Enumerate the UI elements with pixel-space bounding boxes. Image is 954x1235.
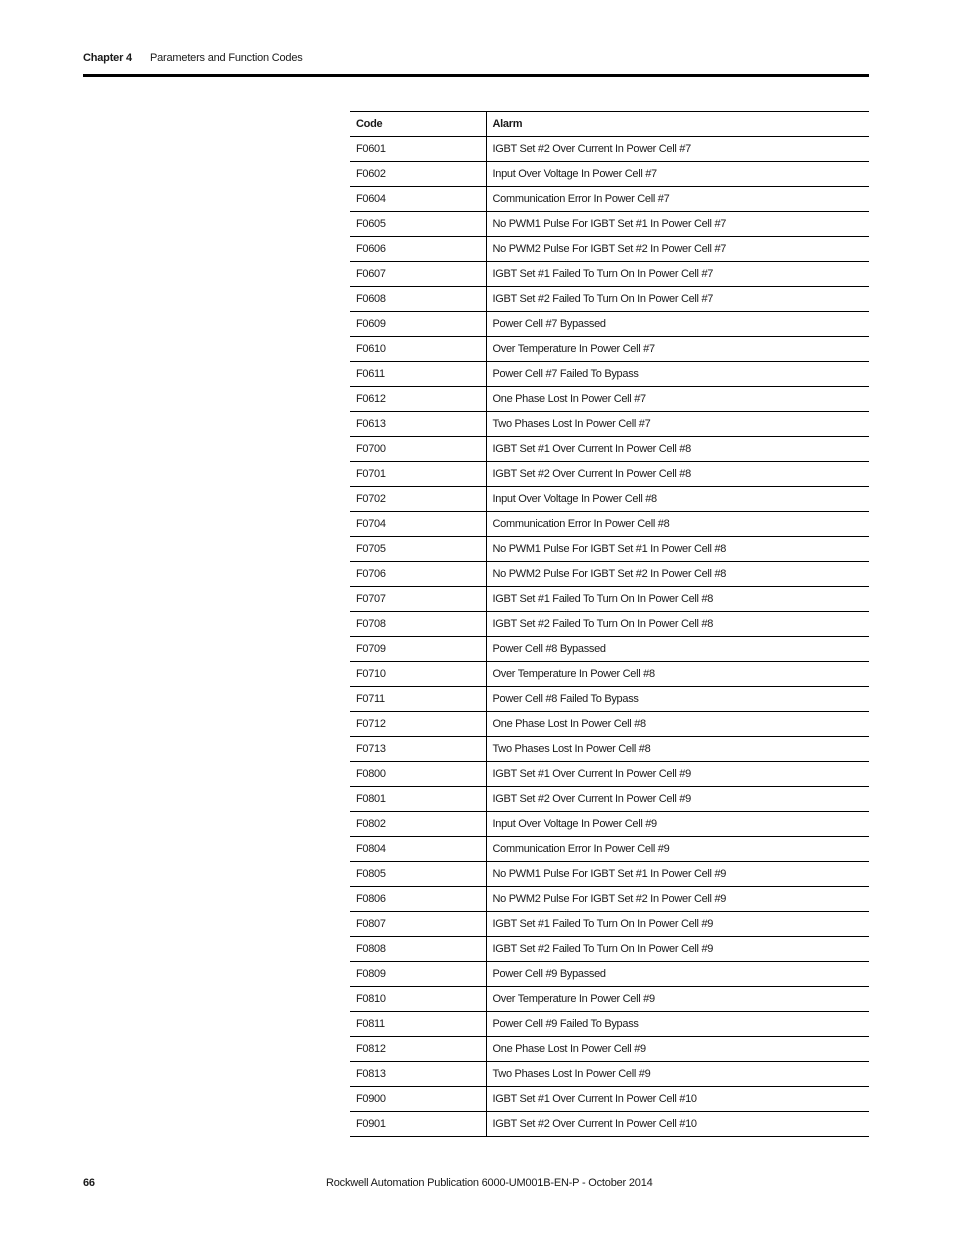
table-row [350, 962, 869, 987]
code-cell: F0612 [350, 387, 486, 412]
alarm-cell: No PWM2 Pulse For IGBT Set #2 In Power Cell #7 [486, 237, 869, 262]
table-row [350, 712, 869, 737]
alarm-cell: IGBT Set #1 Failed To Turn On In Power Cell #7 [486, 262, 869, 287]
table-row [350, 687, 869, 712]
alarm-cell: Two Phases Lost In Power Cell #9 [486, 1062, 869, 1087]
alarm-cell: IGBT Set #2 Over Current In Power Cell #10 [486, 1112, 869, 1137]
alarm-cell: No PWM1 Pulse For IGBT Set #1 In Power Cell #7 [486, 212, 869, 237]
alarm-cell: Over Temperature In Power Cell #8 [486, 662, 869, 687]
table-row [350, 887, 869, 912]
code-cell: F0802 [350, 812, 486, 837]
table-row [350, 787, 869, 812]
alarm-cell: No PWM2 Pulse For IGBT Set #2 In Power Cell #8 [486, 562, 869, 587]
code-cell: F0702 [350, 487, 486, 512]
chapter-label: Chapter 4 [83, 52, 132, 64]
alarm-cell: IGBT Set #1 Failed To Turn On In Power Cell #9 [486, 912, 869, 937]
table-row [350, 137, 869, 162]
alarm-cell: Two Phases Lost In Power Cell #8 [486, 737, 869, 762]
code-cell: F0810 [350, 987, 486, 1012]
table-row [350, 862, 869, 887]
alarm-cell: Communication Error In Power Cell #8 [486, 512, 869, 537]
code-cell: F0601 [350, 137, 486, 162]
alarm-cell: No PWM1 Pulse For IGBT Set #1 In Power Cell #8 [486, 537, 869, 562]
table-row [350, 1012, 869, 1037]
table-header-row [350, 112, 869, 137]
code-cell: F0812 [350, 1037, 486, 1062]
chapter-title: Parameters and Function Codes [150, 52, 303, 64]
code-cell: F0607 [350, 262, 486, 287]
table-row [350, 662, 869, 687]
code-cell: F0602 [350, 162, 486, 187]
table-row [350, 412, 869, 437]
code-cell: F0808 [350, 937, 486, 962]
table-row [350, 987, 869, 1012]
alarm-cell: One Phase Lost In Power Cell #8 [486, 712, 869, 737]
code-cell: F0701 [350, 462, 486, 487]
page-number: 66 [83, 1177, 95, 1189]
table-row [350, 737, 869, 762]
table-row [350, 312, 869, 337]
table-row [350, 212, 869, 237]
code-cell: F0704 [350, 512, 486, 537]
alarm-cell: IGBT Set #2 Failed To Turn On In Power Cell #9 [486, 937, 869, 962]
code-cell: F0613 [350, 412, 486, 437]
code-cell: F0809 [350, 962, 486, 987]
alarm-cell: Input Over Voltage In Power Cell #7 [486, 162, 869, 187]
alarm-cell: Power Cell #9 Bypassed [486, 962, 869, 987]
code-cell: F0711 [350, 687, 486, 712]
alarm-cell: Two Phases Lost In Power Cell #7 [486, 412, 869, 437]
table-row [350, 912, 869, 937]
table-row [350, 587, 869, 612]
code-cell: F0611 [350, 362, 486, 387]
table-row [350, 1037, 869, 1062]
alarm-cell: Power Cell #7 Failed To Bypass [486, 362, 869, 387]
code-cell: F0610 [350, 337, 486, 362]
alarm-cell: Communication Error In Power Cell #7 [486, 187, 869, 212]
alarm-cell: No PWM1 Pulse For IGBT Set #1 In Power Cell #9 [486, 862, 869, 887]
table-row [350, 512, 869, 537]
page-header [83, 52, 869, 64]
alarm-cell: Communication Error In Power Cell #9 [486, 837, 869, 862]
code-cell: F0700 [350, 437, 486, 462]
code-cell: F0807 [350, 912, 486, 937]
table-row [350, 537, 869, 562]
code-cell: F0804 [350, 837, 486, 862]
code-cell: F0813 [350, 1062, 486, 1087]
alarm-cell: Over Temperature In Power Cell #7 [486, 337, 869, 362]
alarm-cell: Power Cell #7 Bypassed [486, 312, 869, 337]
table-row [350, 162, 869, 187]
code-cell: F0806 [350, 887, 486, 912]
alarm-cell: One Phase Lost In Power Cell #9 [486, 1037, 869, 1062]
code-cell: F0805 [350, 862, 486, 887]
table-row [350, 612, 869, 637]
code-cell: F0609 [350, 312, 486, 337]
code-cell: F0705 [350, 537, 486, 562]
table-row [350, 937, 869, 962]
table-row [350, 187, 869, 212]
table-row [350, 362, 869, 387]
code-cell: F0800 [350, 762, 486, 787]
alarm-cell: IGBT Set #2 Failed To Turn On In Power Cell #8 [486, 612, 869, 637]
alarm-code-table [350, 111, 869, 1137]
alarm-cell: Over Temperature In Power Cell #9 [486, 987, 869, 1012]
column-header-alarm: Alarm [486, 112, 869, 137]
code-cell: F0709 [350, 637, 486, 662]
table-row [350, 287, 869, 312]
table-row [350, 837, 869, 862]
code-cell: F0707 [350, 587, 486, 612]
table-row [350, 237, 869, 262]
alarm-cell: IGBT Set #2 Over Current In Power Cell #9 [486, 787, 869, 812]
table-row [350, 487, 869, 512]
column-header-code: Code [350, 112, 486, 137]
header-rule [83, 74, 869, 77]
alarm-cell: Power Cell #8 Failed To Bypass [486, 687, 869, 712]
table-body [350, 137, 869, 1137]
table-row [350, 1062, 869, 1087]
table-row [350, 562, 869, 587]
code-cell: F0708 [350, 612, 486, 637]
code-cell: F0901 [350, 1112, 486, 1137]
table-row [350, 387, 869, 412]
table-row [350, 1112, 869, 1137]
table-row [350, 462, 869, 487]
alarm-cell: IGBT Set #2 Failed To Turn On In Power Cell #7 [486, 287, 869, 312]
alarm-cell: Power Cell #9 Failed To Bypass [486, 1012, 869, 1037]
table-row [350, 637, 869, 662]
code-cell: F0712 [350, 712, 486, 737]
alarm-cell: IGBT Set #1 Over Current In Power Cell #9 [486, 762, 869, 787]
alarm-cell: One Phase Lost In Power Cell #7 [486, 387, 869, 412]
code-cell: F0606 [350, 237, 486, 262]
table-row [350, 762, 869, 787]
alarm-cell: IGBT Set #1 Over Current In Power Cell #10 [486, 1087, 869, 1112]
table-row [350, 337, 869, 362]
code-cell: F0605 [350, 212, 486, 237]
table-row [350, 262, 869, 287]
code-cell: F0608 [350, 287, 486, 312]
alarm-cell: Power Cell #8 Bypassed [486, 637, 869, 662]
alarm-cell: IGBT Set #1 Over Current In Power Cell #8 [486, 437, 869, 462]
table-row [350, 812, 869, 837]
alarm-cell: Input Over Voltage In Power Cell #9 [486, 812, 869, 837]
code-cell: F0713 [350, 737, 486, 762]
table-row [350, 437, 869, 462]
table-row [350, 1087, 869, 1112]
code-cell: F0710 [350, 662, 486, 687]
alarm-cell: IGBT Set #2 Over Current In Power Cell #7 [486, 137, 869, 162]
publication-info: Rockwell Automation Publication 6000-UM001B-EN-P - October 2014 [326, 1177, 653, 1189]
alarm-cell: IGBT Set #2 Over Current In Power Cell #8 [486, 462, 869, 487]
alarm-cell: IGBT Set #1 Failed To Turn On In Power Cell #8 [486, 587, 869, 612]
code-cell: F0801 [350, 787, 486, 812]
alarm-cell: No PWM2 Pulse For IGBT Set #2 In Power Cell #9 [486, 887, 869, 912]
code-cell: F0604 [350, 187, 486, 212]
code-cell: F0811 [350, 1012, 486, 1037]
code-cell: F0706 [350, 562, 486, 587]
alarm-cell: Input Over Voltage In Power Cell #8 [486, 487, 869, 512]
code-cell: F0900 [350, 1087, 486, 1112]
